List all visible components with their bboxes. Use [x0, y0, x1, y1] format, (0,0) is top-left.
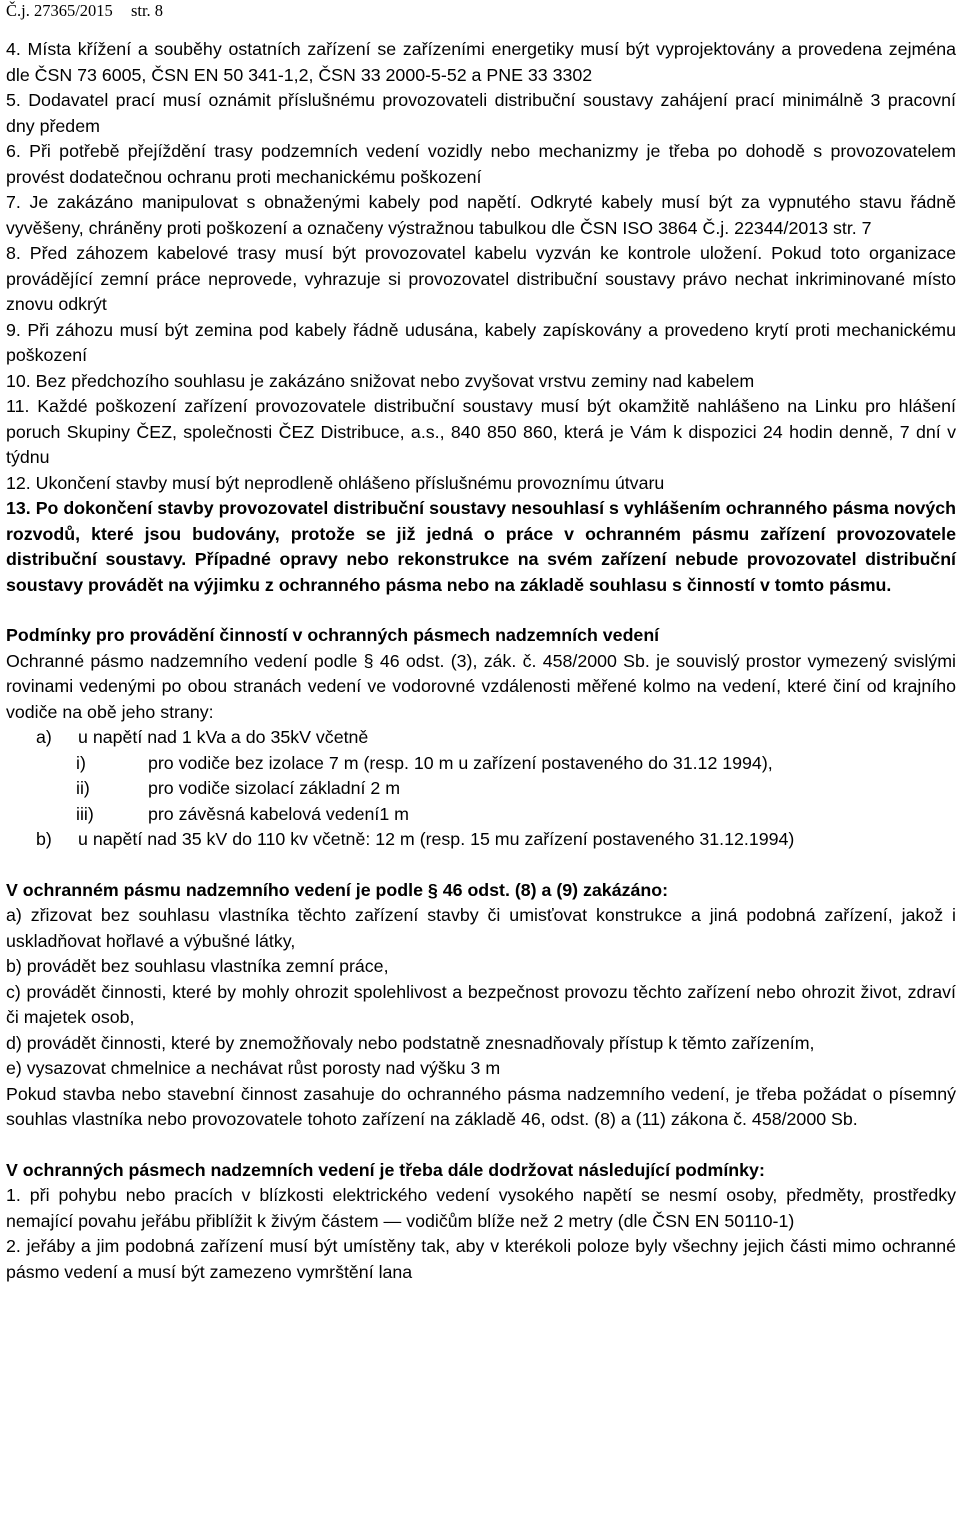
list-item: 10. Bez předchozího souhlasu je zakázáno snižovat nebo zvyšovat vrstvu zeminy nad kabelem [6, 370, 755, 391]
section-closing: Pokud stavba nebo stavební činnost zasahuje do ochranného pásma nadzemního vedení, je třeba požádat o písemný souhlas vlastníka nebo provozovatele tohoto zařízení na základě 46, odst. (8) a (11) zákona č. 458/2000 Sb. [6, 1083, 956, 1129]
list-item: a) zřizovat bez souhlasu vlastníka těchto zařízení stavby či umisťovat konstrukce a jiná podobná zařízení, jakož i uskladňovat hořlavé a výbušné látky, [6, 905, 956, 951]
prohibited-section [6, 878, 956, 1133]
list-item: c) provádět činnosti, které by mohly ohrozit spolehlivost a bezpečnost provozu těchto zařízení nebo ohrozit život, zdraví či majetek osob, [6, 981, 956, 1027]
sub-item-a: a) u napětí nad 1 kVa a do 35kV včetně [36, 727, 369, 747]
overhead-lines-section [6, 623, 956, 853]
section-intro: Ochranné pásmo nadzemního vedení podle § 46 odst. (3), zák. č. 458/2000 Sb. je souvislý prostor vymezený svislými rovinami vedenými po obou stranách vedení ve vodorovné vzdálenosti měřené kolmo na vedení, které činí od krajního vodiče na obě jeho strany: [6, 650, 956, 722]
list-item-bold: 13. Po dokončení stavby provozovatel distribuční soustavy nesouhlasí s vyhlášením ochranného pásma nových rozvodů, které jsou budovány, protože se již jedná o práce v ochranném pásmu zařízení provozovatele distribuční soustavy. Případné opravy nebo rekonstrukce na svém zařízení nebude provozovatel distribuční soustavy provádět na výjimku z ochranného pásma nebo na základě souhlasu s činností v tomto pásmu. [6, 498, 956, 595]
list-item: 1. při pohybu nebo pracích v blízkosti elektrického vedení vysokého napětí se nesmí osoby, předměty, prostředky nemající povahu jeřábu přiblížit k živým částem — vodičům blíže než 2 metry (dle ČSN EN 50110-1) [6, 1185, 956, 1231]
list-item: b) provádět bez souhlasu vlastníka zemní práce, [6, 956, 389, 976]
sub-item-ii: ii) pro vodiče sizolací základní 2 m [76, 778, 401, 798]
list-item: 6. Při potřebě přejíždění trasy podzemních vedení vozidly nebo mechanizmy je třeba po dohodě s provozovatelem provést dodatečnou ochranu proti mechanickému poškození [6, 141, 956, 187]
reference-number: Č.j. 27365/2015 [6, 1, 113, 20]
further-conditions-section [6, 1158, 956, 1286]
list-item: 5. Dodavatel prací musí oznámit příslušnému provozovateli distribuční soustavy zahájení prací minimálně 3 pracovní dny předem [6, 90, 956, 136]
page-number: str. 8 [130, 1, 164, 20]
list-item: 9. Při záhozu musí být zemina pod kabely řádně udusána, kabely zapískovány a provedeno krytí proti mechanickému poškození [6, 319, 956, 365]
page-header [6, 0, 956, 22]
section-heading: Podmínky pro provádění činností v ochranných pásmech nadzemních vedení [6, 625, 660, 645]
conditions-list [6, 37, 956, 598]
sub-item-iii: iii) pro závěsná kabelová vedení1 m [76, 803, 409, 824]
sub-item-i: i) pro vodiče bez izolace 7 m (resp. 10 m u zařízení postaveného do 31.12 1994), [76, 752, 773, 773]
list-item: 4. Místa křížení a souběhy ostatních zařízení se zařízeními energetiky musí být vyprojektovány a provedena zejména dle ČSN 73 6005, ČSN EN 50 341-1,2, ČSN 33 2000-5-52 a PNE 33 3302 [6, 39, 956, 85]
list-item: 12. Ukončení stavby musí být neprodleně ohlášeno příslušnému provoznímu útvaru [6, 472, 665, 493]
list-item: e) vysazovat chmelnice a nechávat růst porosty nad výšku 3 m [6, 1058, 501, 1078]
list-item: d) provádět činnosti, které by znemožňovaly nebo podstatně znesnadňovaly přístup k těmto zařízením, [6, 1032, 815, 1053]
list-item: 7. Je zakázáno manipulovat s obnaženými kabely pod napětí. Odkryté kabely musí být za vypnutého stavu řádně vyvěšeny, chráněny proti poškození a označeny výstražnou tabulkou dle ČSN ISO 3864 Č.j. 22344/2013 str. 7 [6, 192, 956, 238]
sub-item-b: b) u napětí nad 35 kV do 110 kv včetně: 12 m (resp. 15 mu zařízení postaveného 31.12.1994) [36, 829, 795, 849]
list-item: 8. Před záhozem kabelové trasy musí být provozovatel kabelu vyzván ke kontrole uložení. Pokud toto organizace provádějící zemní práce neprovede, vyhrazuje si provozovatel distribuční soustavy právo nechat inkriminované místo znovu odkrýt [6, 243, 956, 314]
list-item: 2. jeřáby a jim podobná zařízení musí být umístěny tak, aby v kterékoli poloze byly všechny jejich části mimo ochranné pásmo vedení a musí být zamezeno vymrštění lana [6, 1236, 956, 1282]
section-heading: V ochranném pásmu nadzemního vedení je podle § 46 odst. (8) a (9) zakázáno: [6, 879, 669, 900]
list-item: 11. Každé poškození zařízení provozovatele distribuční soustavy musí být okamžitě nahlášeno na Linku pro hlášení poruch Skupiny ČEZ, společnosti ČEZ Distribuce, a.s., 840 850 860, která je Vám k dispozici 24 hodin denně, 7 dní v týdnu [6, 396, 956, 467]
section-heading: V ochranných pásmech nadzemních vedení je třeba dále dodržovat následující podmínky: [6, 1159, 765, 1180]
